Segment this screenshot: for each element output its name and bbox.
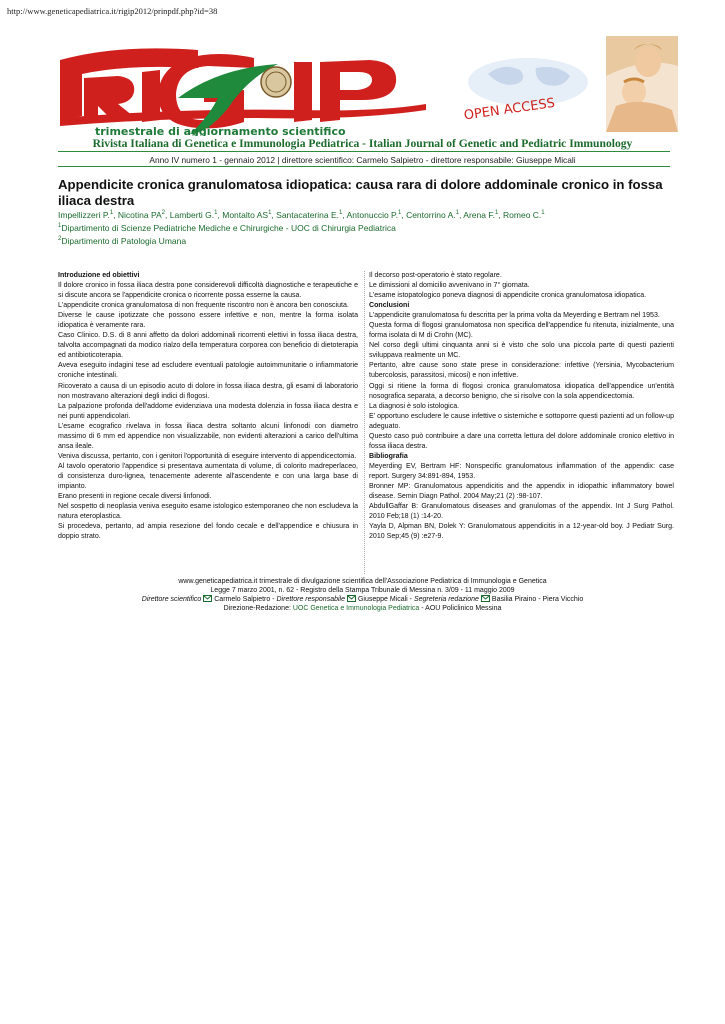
paragraph: Al tavolo operatorio l'appendice si presentava aumentata di volume, di colorito madreperlaceo, di consistenza duro-lignea, tenacemente aderente all'ascendente e con una larga base di impianto. — [58, 462, 358, 490]
paragraph: Erano presenti in regione cecale diversi linfonodi. — [58, 493, 212, 501]
author: Arena F.$^1$ — [463, 210, 499, 220]
article-title: Appendicite cronica granulomatosa idiopatica: causa rara di dolore addominale cronico in fossa iliaca destra — [58, 177, 663, 208]
paragraph: E' opportuno escludere le cause infettive o sistemiche e sottoporre questi pazienti ad un follow-up adeguato. — [369, 412, 674, 430]
mail-icon[interactable] — [203, 595, 212, 602]
paragraph: Bronner MP: Granulomatous appendicitis and the appendix in idiopathic inflammatory bowel disease. Semin Diagn Pathol. 2004 May;21 (2) :98-107. — [369, 482, 674, 501]
header-rule — [58, 151, 670, 152]
redazione-rest: - AOU Policlinico Messina — [419, 605, 502, 613]
dir-sci-name: Carmelo Salpietro - — [214, 596, 277, 604]
page-url: http://www.geneticapediatrica.it/rigip2012/prinpdf.php?id=38 — [7, 6, 218, 16]
author-list: Impellizzeri P.$^1$, Nicotina $PA^2$, Lamberti G.$^1$, Montalto $AS^1$, Santacaterina E.$^1$, Antonuccio P.$^1$, Centorrino A.$^1$, Arena F.$^1$, Romeo C.$^1$ — [58, 210, 545, 220]
author: Santacaterina E.$^1$ — [276, 210, 343, 220]
paragraph: Aveva eseguito indagini tese ad escludere eventuali patologie autoimmunitarie o infiammatorie croniche intestinali. — [58, 362, 358, 380]
paragraph: Nel sospetto di neoplasia veniva eseguito esame istologico estemporaneo che non escludeva la natura eteroplastica. — [58, 503, 358, 521]
masthead — [58, 34, 670, 138]
paragraph: La palpazione profonda dell'addome evidenziava una modesta dolenzia in fossa iliaca destra e nei punti appendicolari. — [58, 402, 358, 420]
column-divider — [364, 271, 365, 574]
paragraph: L'esame ecografico rivelava in fossa iliaca destra soltanto alcuni linfonodi con diametro massimo di 6 mm ed appendice non visualizzabile, non evidenti alterazioni a carico dell'ultima ansa ileale. — [58, 422, 358, 450]
open-access-badge — [458, 54, 593, 124]
journal-title: Rivista Italiana di Genetica e Immunologia Pediatrica - Italian Journal of Genetic and Pediatric Immunology — [92, 137, 633, 150]
footer — [0, 578, 725, 614]
segr-label: Segreteria redazione — [413, 596, 479, 604]
paragraph: La diagnosi è solo istologica. — [369, 402, 460, 410]
open-access-text: OPEN ACCESS — [462, 95, 556, 124]
redazione-label: Direzione-Redazione: — [223, 605, 293, 613]
paragraph: Diverse le cause ipotizzate che possono essere infettive e non, mentre la forma isolata idiopatica è veramente rara. — [58, 312, 358, 330]
paragraph: AbdullGaffar B: Granulomatous diseases and granulomas of the appendix. Int J Surg Pathol. 2010 Feb;18 (1) :14-20. — [369, 503, 674, 521]
affiliation-2: $^2$Dipartimento di Patologia Umana — [58, 236, 187, 246]
redazione-link[interactable]: UOC Genetica e Immunologia Pediatrica — [292, 605, 420, 613]
author: Centorrino A.$^1$ — [406, 210, 460, 220]
section-heading: Conclusioni — [369, 302, 410, 310]
segr-name: Basilia Piraino - Piera Vicchio — [491, 596, 584, 604]
paragraph: Il dolore cronico in fossa iliaca destra pone considerevoli difficoltà diagnostiche e terapeutiche e si discute ancora se l'appendicite cronica o ricorrente possa esserne la causa. — [58, 282, 358, 300]
paragraph: Il decorso post-operatorio è stato regolare. — [369, 272, 502, 279]
author: Lamberti G.$^1$ — [169, 210, 218, 220]
mother-child-painting — [606, 36, 678, 132]
author: Antonuccio P.$^1$ — [346, 210, 402, 220]
paragraph: Veniva discussa, pertanto, con i genitori l'opportunità di eseguire intervento di appendicectomia. — [58, 452, 357, 460]
paragraph: Ricoverato a causa di un episodio acuto di dolore in fossa iliaca destra, gli esami di laboratorio non mostravano alterazioni degli indici di flogosi. — [58, 382, 358, 400]
author: Impellizzeri P.$^1$ — [58, 210, 114, 220]
section-heading: Introduzione ed obiettivi — [58, 272, 140, 279]
paragraph: Nel corso degli ultimi cinquanta anni si è visto che solo una piccola parte di questi pazienti sviluppava realmente un MC. — [369, 342, 674, 360]
footer-line-1: www.geneticapediatrica.it trimestrale di divulgazione scientifica dell'Associazione Pediatrica di Immunologia e Genetica — [178, 578, 547, 585]
paragraph: L'appendicite cronica granulomatosa di non frequente riscontro non è ancora ben conosciuta. — [58, 302, 349, 310]
mail-icon[interactable] — [481, 595, 490, 602]
section-heading: Bibliografia — [369, 452, 408, 460]
paragraph: L'esame istopatologico poneva diagnosi di appendicite cronica granulomatosa idiopatica. — [369, 292, 647, 300]
paragraph: Yayla D, Alpman BN, Dolek Y: Granulomatous appendicitis in a 12-year-old boy. J Pediatr Surg. 2010 Sep;45 (9) :e27-9. — [369, 523, 674, 541]
author: Montalto $AS^1$ — [222, 210, 272, 220]
paragraph: L'appendicite granulomatosa fu descritta per la prima volta da Meyerding e Bertram nel 1953. — [369, 312, 660, 320]
footer-line-4 — [0, 605, 725, 614]
paragraph: Questo caso può contribuire a dare una corretta lettura del dolore addominale cronico elettivo in fossa iliaca destra. — [369, 432, 674, 450]
paragraph: Pertanto, altre cause sono state prese in considerazione: infettive (Yersinia, Mycobacterium tubercolosis, parassitosi, micosi) e non infettive. — [369, 362, 674, 380]
paragraph: Meyerding EV, Bertram HF: Nonspecific granulomatous inflammation of the appendix: case report. Surgery 34:891-894, 1953. — [369, 462, 674, 480]
dir-sci-label: Direttore scientifico — [141, 596, 202, 604]
paragraph: Caso Clinico. D.S. di 8 anni affetto da dolori addominali ricorrenti elettivi in fossa iliaca destra, talvolta accompagnati da modico rialzo della temperatura corporea con beneficio di dietoterapia ed antibioticoterapia. — [58, 332, 358, 360]
issue-line: Anno IV numero 1 - gennaio 2012 | direttore scientifico: Carmelo Salpietro - direttore responsabile: Giuseppe Micali — [149, 155, 576, 165]
dir-resp-name: Giuseppe Micali - — [357, 596, 414, 604]
paragraph: Questa forma di flogosi granulomatosa non specifica dell'appendice fu ritenuta, inizialmente, una forma isolata di M di Crohn (MC). — [369, 322, 674, 340]
dir-resp-label: Direttore responsabile — [276, 596, 345, 604]
paragraph: Oggi si ritiene la forma di flogosi cronica granulomatosa idiopatica dell'appendice un'entità nosografica separata, a decorso benigno, che si risolve con la sola appendicectomia. — [369, 382, 674, 400]
affiliation-1: $^1$Dipartimento di Scienze Pediatriche Mediche e Chirurgiche - UOC di Chirurgia Pediatrica — [58, 223, 396, 233]
paragraph: Si procedeva, pertanto, ad ampia resezione del fondo cecale e dell'appendice e chiusura in doppio strato. — [58, 523, 358, 541]
footer-line-3 — [0, 595, 725, 605]
author: Romeo C.$^1$ — [503, 210, 545, 220]
mail-icon[interactable] — [347, 595, 356, 602]
issue-rule — [58, 166, 670, 167]
left-column — [58, 271, 358, 542]
paragraph: Le dimissioni al domicilio avvenivano in 7° giornata. — [369, 282, 530, 290]
author: Nicotina $PA^2$ — [117, 210, 166, 220]
rigip-logo — [58, 38, 428, 136]
tagline: trimestrale di aggiornamento scientifico — [95, 125, 346, 136]
footer-line-2: Legge 7 marzo 2001, n. 62 - Registro della Stampa Tribunale di Messina n. 3/09 - 11 maggio 2009 — [210, 586, 515, 594]
right-column — [369, 271, 674, 542]
article-body — [58, 271, 674, 574]
